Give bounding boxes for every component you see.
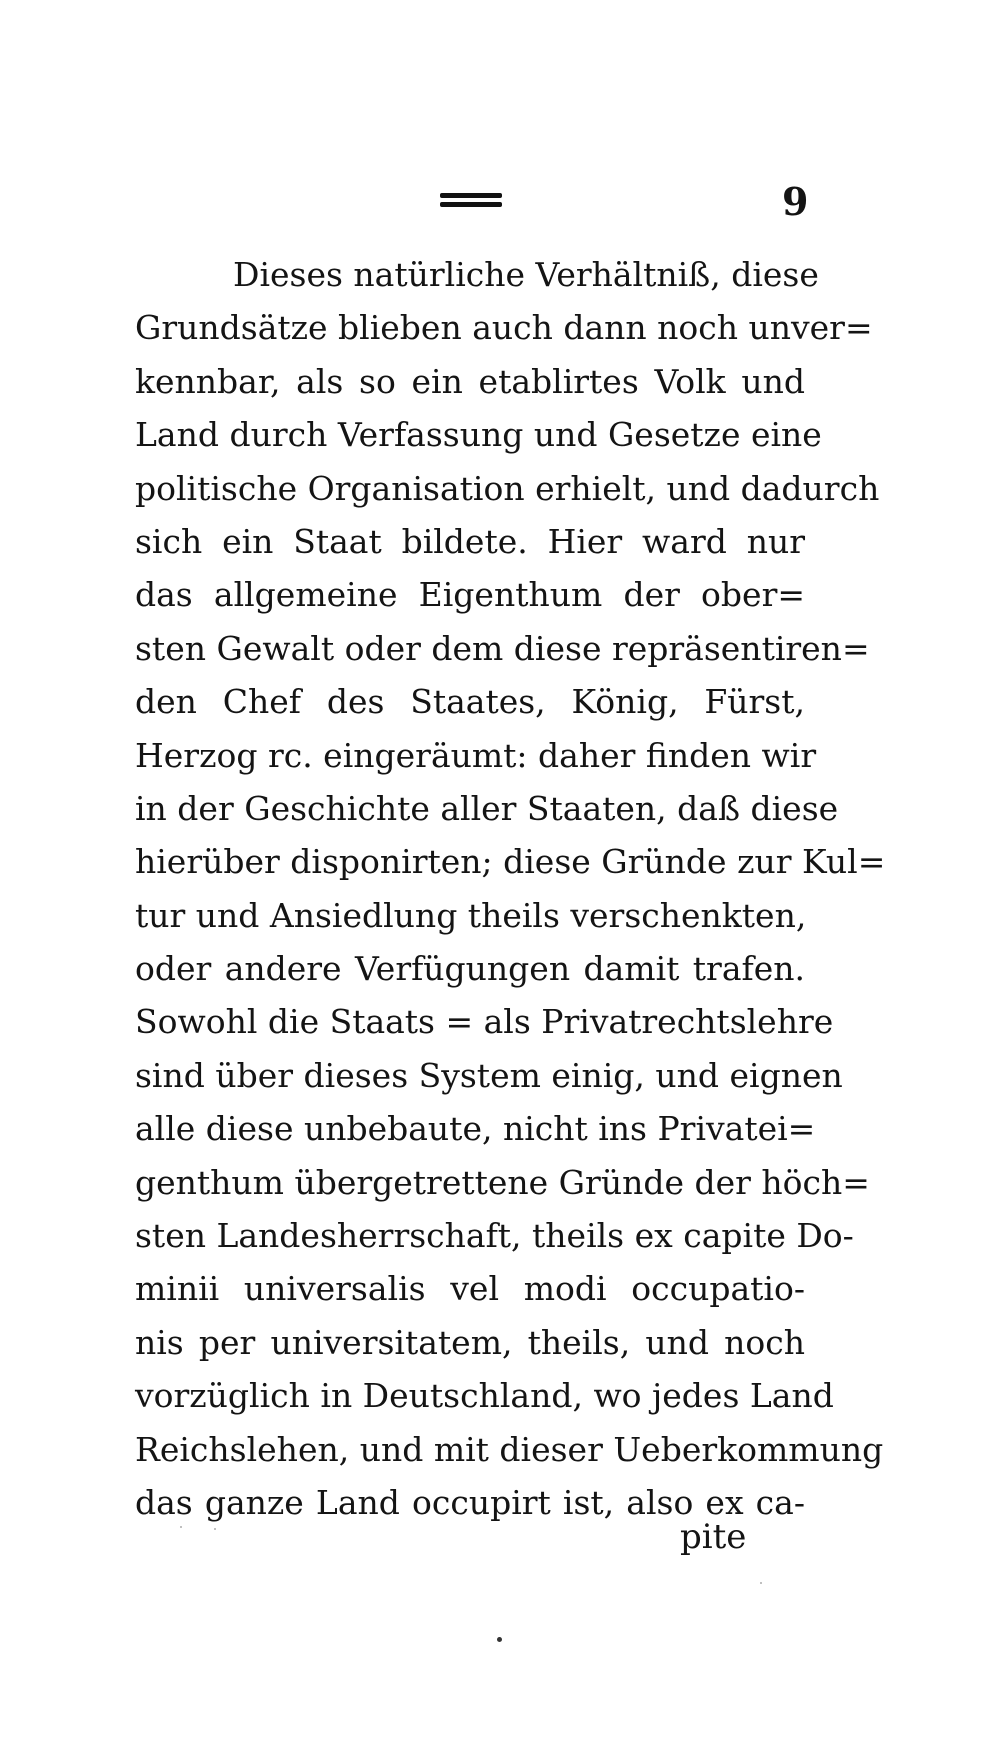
catchword: pite <box>680 1517 747 1557</box>
text-line: Reichslehen, und mit dieser Ueberkommung <box>135 1429 884 1469</box>
header-ornament-rule <box>440 190 502 210</box>
text-line: oder andere Verfügungen damit trafen. <box>135 949 805 989</box>
text-line: Sowohl die Staats = als Privatrechtslehre <box>135 1002 834 1042</box>
ink-speck <box>214 1528 216 1530</box>
ornament-bar-bottom <box>440 202 502 207</box>
ink-speck <box>180 1526 182 1528</box>
text-line: nis per universitatem, theils, und noch <box>135 1322 805 1362</box>
text-line: politische Organisation erhielt, und dadurch <box>135 468 880 508</box>
page-number: 9 <box>782 179 809 224</box>
text-line: den Chef des Staates, König, Fürst, <box>135 682 805 722</box>
ornament-bar-top <box>440 193 502 198</box>
ink-speck <box>497 1637 502 1642</box>
text-line: Grundsätze blieben auch dann noch unver= <box>135 308 873 348</box>
text-line: in der Geschichte aller Staaten, daß diese <box>135 788 839 828</box>
text-line: sich ein Staat bildete. Hier ward nur <box>135 521 805 561</box>
text-line: alle diese unbebaute, nicht ins Privatei= <box>135 1109 816 1149</box>
text-line: Dieses natürliche Verhältniß, diese <box>233 255 819 294</box>
text-line: sten Gewalt oder dem diese repräsentiren= <box>135 628 870 668</box>
text-line: sten Landesherrschaft, theils ex capite Do- <box>135 1216 854 1256</box>
text-line: das ganze Land occupirt ist, also ex ca- <box>135 1482 805 1522</box>
text-line: tur und Ansiedlung theils verschenkten, <box>135 895 807 935</box>
text-line: das allgemeine Eigenthum der ober= <box>135 575 805 615</box>
text-line: Herzog rc. eingeräumt: daher finden wir <box>135 735 817 775</box>
text-line: Land durch Verfassung und Gesetze eine <box>135 415 822 455</box>
text-line: genthum übergetrettene Gründe der höch= <box>135 1162 870 1202</box>
body-text <box>135 248 886 1529</box>
text-line: sind über dieses System einig, und eignen <box>135 1055 843 1095</box>
text-line: minii universalis vel modi occupatio- <box>135 1269 805 1309</box>
ink-speck <box>760 1582 762 1584</box>
text-line: vorzüglich in Deutschland, wo jedes Land <box>135 1376 834 1416</box>
text-line: kennbar, als so ein etablirtes Volk und <box>135 361 805 401</box>
text-line: hierüber disponirten; diese Gründe zur Kul= <box>135 842 886 882</box>
